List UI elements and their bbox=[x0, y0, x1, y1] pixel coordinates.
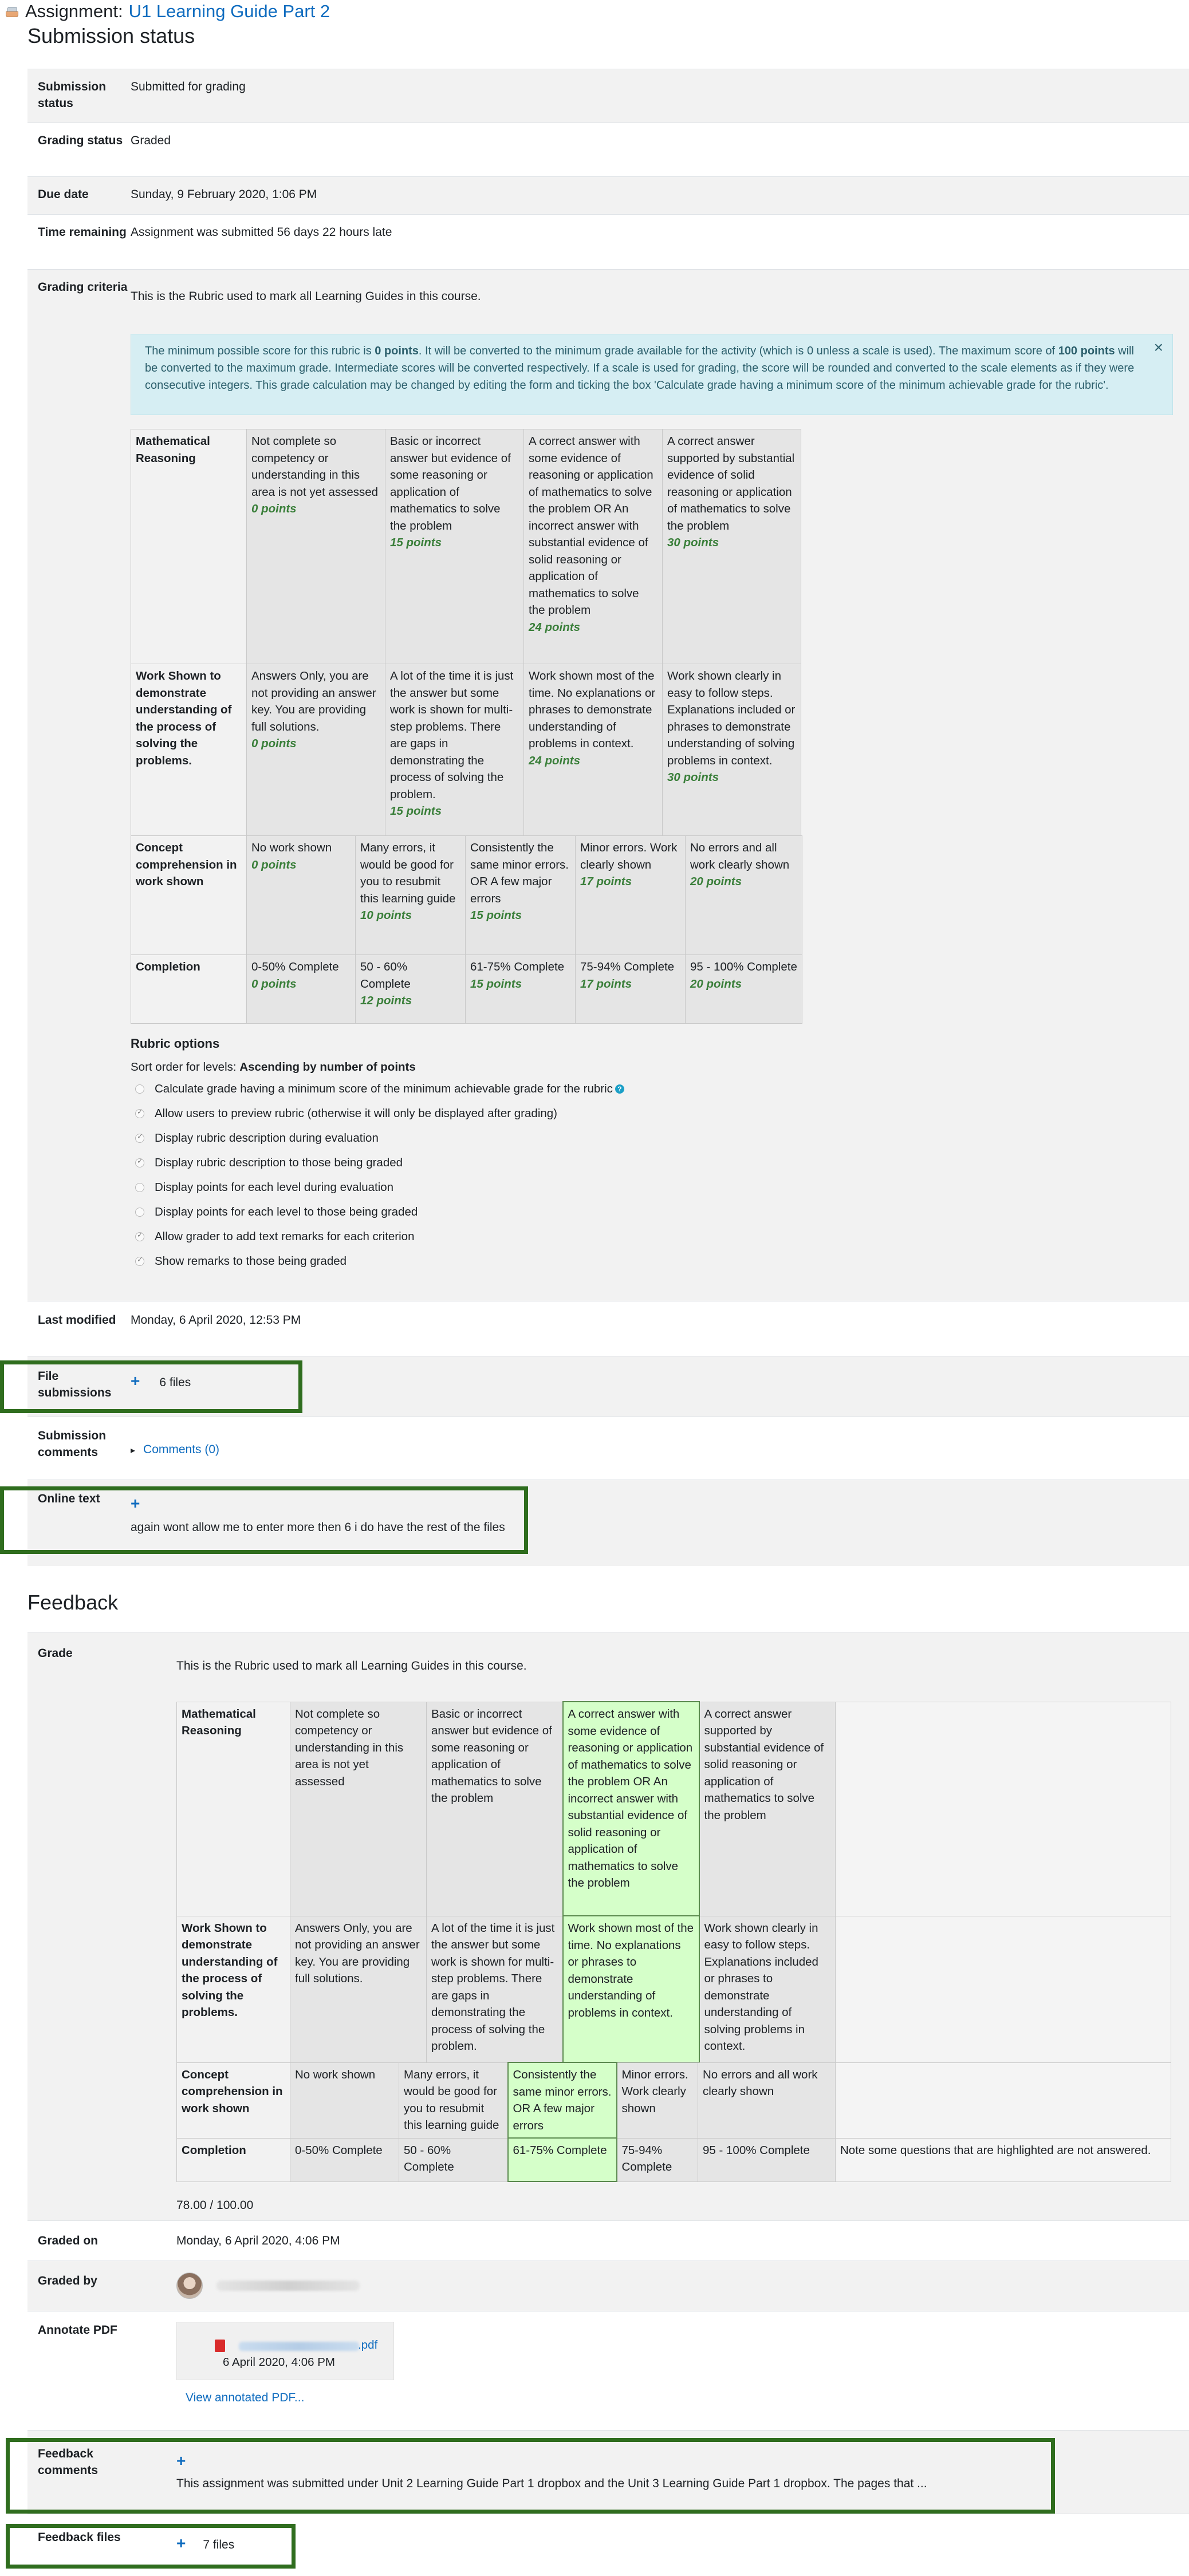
rubric-option bbox=[135, 1205, 418, 1219]
online-text-label: Online text bbox=[38, 1492, 100, 1505]
level-cell[interactable]: Work shown clearly in easy to follow steps. Explanations included or phrases to demonstrate understanding of solving problems in context. bbox=[699, 1916, 836, 2062]
level-text: 95 - 100% Complete bbox=[690, 960, 797, 973]
feedback-files-label: Feedback files bbox=[38, 2531, 121, 2544]
help-icon[interactable]: ? bbox=[615, 1084, 624, 1094]
rubric-option-label: Display rubric description during evaluation bbox=[155, 1131, 379, 1145]
rubric-definition-table-cont bbox=[131, 835, 802, 1024]
info-max-score: 100 points bbox=[1058, 345, 1115, 357]
graded-rubric-table bbox=[176, 1701, 1171, 2063]
pdf-filename-redacted[interactable] bbox=[239, 2342, 359, 2351]
grading-status-label: Grading status bbox=[38, 134, 123, 147]
grader-name-redacted bbox=[216, 2281, 360, 2291]
rubric-row bbox=[177, 2138, 1171, 2181]
row-graded-on bbox=[27, 2220, 1189, 2261]
avatar[interactable] bbox=[176, 2273, 203, 2299]
online-text-value: again wont allow me to enter more then 6 i do have the rest of the files bbox=[131, 1521, 505, 1534]
level-cell-selected[interactable]: Consistently the same minor errors. OR A few major errors bbox=[508, 2062, 617, 2138]
level-cell bbox=[466, 836, 576, 955]
level-points: 17 points bbox=[580, 875, 632, 888]
row-last-modified bbox=[27, 1301, 1189, 1356]
rubric-score-info-alert bbox=[131, 334, 1173, 415]
row-graded-by bbox=[27, 2261, 1189, 2311]
sort-label: Sort order for levels: bbox=[131, 1060, 240, 1074]
grading-status-value: Graded bbox=[131, 134, 171, 147]
level-points: 17 points bbox=[580, 977, 632, 991]
level-cell[interactable]: Basic or incorrect answer but evidence of some reasoning or application of mathematics to solve the problem bbox=[427, 1702, 563, 1916]
level-cell bbox=[247, 429, 385, 664]
level-points: 20 points bbox=[690, 977, 742, 991]
rubric-definition-table bbox=[131, 429, 801, 836]
time-remaining-value: Assignment was submitted 56 days 22 hours late bbox=[131, 226, 392, 239]
level-text: Many errors, it would be good for you to resubmit this learning guide bbox=[360, 841, 456, 905]
level-cell[interactable]: A correct answer supported by substantial evidence of solid reasoning or application of mathematics to solve the problem bbox=[699, 1702, 836, 1916]
criterion-cell: Concept comprehension in work shown bbox=[131, 836, 247, 955]
level-points: 15 points bbox=[390, 804, 442, 818]
level-text: Answers Only, you are not providing an answer key. You are providing full solutions. bbox=[251, 669, 376, 733]
level-points: 15 points bbox=[470, 977, 522, 991]
remark-cell: Note some questions that are highlighted are not answered. bbox=[836, 2138, 1171, 2181]
level-text: Consistently the same minor errors. OR A few major errors bbox=[470, 841, 569, 905]
level-cell[interactable]: 95 - 100% Complete bbox=[698, 2138, 836, 2181]
level-points: 0 points bbox=[251, 737, 297, 750]
level-cell bbox=[466, 955, 576, 1024]
info-text-1: The minimum possible score for this rubric is bbox=[145, 345, 375, 357]
annotate-pdf-label: Annotate PDF bbox=[38, 2323, 117, 2337]
assignment-label: Assignment: bbox=[25, 1, 123, 21]
level-cell bbox=[663, 664, 801, 836]
level-cell[interactable]: 75-94% Complete bbox=[617, 2138, 698, 2181]
grading-criteria-intro: This is the Rubric used to mark all Learning Guides in this course. bbox=[131, 290, 481, 303]
level-text: Work shown clearly in easy to follow steps. Explanations included or phrases to demonstrate understanding of solving problems in context. bbox=[667, 669, 796, 767]
level-cell bbox=[247, 955, 356, 1024]
level-points: 0 points bbox=[251, 977, 297, 991]
level-points: 20 points bbox=[690, 875, 742, 888]
level-cell[interactable]: Not complete so competency or understanding in this area is not yet assessed bbox=[290, 1702, 427, 1916]
row-time-remaining bbox=[27, 214, 1189, 270]
level-cell[interactable]: 50 - 60% Complete bbox=[399, 2138, 508, 2181]
level-text: 50 - 60% Complete bbox=[360, 960, 411, 991]
rubric-row bbox=[177, 1702, 1171, 1916]
rubric-row bbox=[131, 429, 801, 664]
rubric-option-label: Allow grader to add text remarks for each criterion bbox=[155, 1230, 415, 1243]
level-cell bbox=[385, 429, 524, 664]
feedback-files-count: 7 files bbox=[203, 2538, 235, 2551]
rubric-option-checkbox bbox=[135, 1134, 144, 1143]
level-cell bbox=[524, 429, 663, 664]
rubric-row bbox=[177, 1916, 1171, 2062]
file-submissions-count: 6 files bbox=[159, 1376, 191, 1389]
submission-comments-label: Submission comments bbox=[38, 1429, 107, 1459]
level-cell[interactable]: No work shown bbox=[290, 2062, 399, 2138]
level-text: A lot of the time it is just the answer but some work is shown for multi-step problems. There are gaps in demonstrating the process of solving the problem. bbox=[390, 669, 514, 801]
plus-icon[interactable]: + bbox=[176, 2452, 186, 2470]
rubric-sort-order bbox=[131, 1060, 416, 1074]
rubric-option-label: Allow users to preview rubric (otherwise it will only be displayed after grading) bbox=[155, 1107, 557, 1120]
grade-label: Grade bbox=[38, 1647, 73, 1660]
last-modified-label: Last modified bbox=[38, 1313, 116, 1327]
grade-intro: This is the Rubric used to mark all Learning Guides in this course. bbox=[176, 1659, 527, 1672]
pdf-icon bbox=[215, 2340, 225, 2352]
highlight-box-file-submissions bbox=[0, 1360, 302, 1413]
last-modified-value: Monday, 6 April 2020, 12:53 PM bbox=[131, 1313, 301, 1327]
level-cell bbox=[247, 836, 356, 955]
level-text: 75-94% Complete bbox=[580, 960, 675, 973]
rubric-option bbox=[135, 1181, 393, 1194]
rubric-row bbox=[131, 664, 801, 836]
remark-cell bbox=[836, 1702, 1171, 1916]
feedback-comments-label: Feedback comments bbox=[38, 2447, 99, 2477]
criterion-cell: Mathematical Reasoning bbox=[177, 1702, 290, 1916]
level-text: 0-50% Complete bbox=[251, 960, 339, 973]
remark-cell bbox=[836, 2062, 1171, 2138]
graded-by-label: Graded by bbox=[38, 2274, 97, 2287]
level-cell[interactable]: Answers Only, you are not providing an answer key. You are providing full solutions. bbox=[290, 1916, 427, 2062]
rubric-row bbox=[131, 836, 802, 955]
graded-rubric-table-cont bbox=[176, 2062, 1171, 2182]
feedback-comments-value: This assignment was submitted under Unit 2 Learning Guide Part 1 dropbox and the Unit 3 Learning Guide Part 1 dropbox. The pages that ... bbox=[176, 2477, 927, 2490]
rubric-option-label: Calculate grade having a minimum score of the minimum achievable grade for the rubric bbox=[155, 1082, 613, 1095]
row-submission-comments bbox=[27, 1417, 1189, 1480]
due-date-label: Due date bbox=[38, 188, 89, 201]
criterion-cell: Work Shown to demonstrate understanding of the process of solving the problems. bbox=[177, 1916, 290, 2062]
rubric-option bbox=[135, 1156, 403, 1170]
level-text: A correct answer with some evidence of reasoning or application of mathematics to solve the problem OR An incorrect answer with substantial evidence of solid reasoning or application of mathematics to solve the problem bbox=[529, 435, 653, 617]
grade-score: 78.00 / 100.00 bbox=[176, 2199, 254, 2212]
level-cell bbox=[686, 955, 802, 1024]
level-text: Not complete so competency or understanding in this area is not yet assessed bbox=[251, 435, 379, 499]
level-cell[interactable]: Minor errors. Work clearly shown bbox=[617, 2062, 698, 2138]
rubric-option-label: Show remarks to those being graded bbox=[155, 1255, 347, 1268]
highlight-box-online-text bbox=[0, 1486, 528, 1554]
row-annotate-pdf bbox=[27, 2311, 1189, 2431]
pdf-extension[interactable]: .pdf bbox=[358, 2338, 378, 2352]
due-date-value: Sunday, 9 February 2020, 1:06 PM bbox=[131, 188, 317, 201]
level-points: 30 points bbox=[667, 771, 719, 784]
rubric-option bbox=[135, 1230, 414, 1244]
pdf-date: 6 April 2020, 4:06 PM bbox=[223, 2356, 336, 2369]
view-annotated-pdf-link[interactable]: View annotated PDF... bbox=[186, 2391, 305, 2404]
rubric-option-checkbox bbox=[135, 1232, 144, 1241]
caret-right-icon[interactable]: ▸ bbox=[131, 1446, 136, 1455]
file-submissions-label: File submissions bbox=[38, 1370, 112, 1399]
submission-status-heading: Submission status bbox=[27, 24, 195, 48]
pdf-file-card[interactable] bbox=[176, 2322, 394, 2380]
level-text: A correct answer supported by substantial evidence of solid reasoning or application of mathematics to solve the problem bbox=[667, 435, 795, 532]
criterion-cell: Completion bbox=[177, 2138, 290, 2181]
rubric-option bbox=[135, 1131, 379, 1145]
level-cell-selected[interactable]: Work shown most of the time. No explanations or phrases to demonstrate understanding of problems in context. bbox=[563, 1916, 699, 2062]
rubric-option bbox=[135, 1255, 347, 1268]
rubric-option-label: Display points for each level to those being graded bbox=[155, 1205, 418, 1218]
highlight-box-feedback-comments bbox=[6, 2438, 1055, 2514]
rubric-option-label: Display points for each level during evaluation bbox=[155, 1181, 394, 1194]
row-grade bbox=[27, 1632, 1189, 2221]
info-text-3: will be converted to the maximum grade. Intermediate scores will be converted respectively. If a scale is used for grading, the score will be rounded and converted to the scale elements as if they were consecutive integers. This grade calculation may be changed by editing the form and ticking the box 'Calculate grade having a minimum score of the minimum achievable grade for the rubric'. bbox=[145, 345, 1135, 392]
rubric-row bbox=[131, 955, 802, 1024]
remark-cell bbox=[836, 1916, 1171, 2062]
row-submission-status bbox=[27, 69, 1189, 123]
rubric-option bbox=[135, 1107, 557, 1121]
level-cell bbox=[356, 955, 466, 1024]
time-remaining-label: Time remaining bbox=[38, 226, 127, 239]
level-text: Minor errors. Work clearly shown bbox=[580, 841, 678, 871]
criterion-cell: Concept comprehension in work shown bbox=[177, 2062, 290, 2138]
level-cell bbox=[663, 429, 801, 664]
level-text: Basic or incorrect answer but evidence of some reasoning or application of mathematics to solve the problem bbox=[390, 435, 511, 532]
info-text-2: . It will be converted to the minimum grade available for the activity (which is 0 unless a scale is used). The maximum score of bbox=[418, 345, 1058, 357]
criterion-cell: Work Shown to demonstrate understanding of the process of solving the problems. bbox=[131, 664, 247, 836]
graded-on-value: Monday, 6 April 2020, 4:06 PM bbox=[176, 2234, 340, 2247]
level-points: 15 points bbox=[470, 909, 522, 922]
level-cell bbox=[576, 836, 686, 955]
submission-status-label: Submission status bbox=[38, 80, 107, 110]
level-cell bbox=[576, 955, 686, 1024]
level-points: 10 points bbox=[360, 909, 412, 922]
rubric-option-checkbox bbox=[135, 1158, 144, 1167]
rubric-options-title: Rubric options bbox=[131, 1036, 220, 1051]
rubric-option-checkbox bbox=[135, 1183, 144, 1192]
level-points: 30 points bbox=[667, 536, 719, 549]
level-cell bbox=[686, 836, 802, 955]
assignment-icon bbox=[6, 5, 18, 18]
rubric-option-checkbox bbox=[135, 1084, 144, 1094]
submission-comments-link[interactable] bbox=[131, 1441, 219, 1459]
level-points: 0 points bbox=[251, 858, 297, 871]
level-points: 24 points bbox=[529, 620, 580, 634]
rubric-option-checkbox bbox=[135, 1208, 144, 1217]
rubric-option bbox=[135, 1082, 624, 1096]
level-cell[interactable]: Many errors, it would be good for you to resubmit this learning guide bbox=[399, 2062, 508, 2138]
grading-criteria-label: Grading criteria bbox=[38, 281, 128, 294]
rubric-option-checkbox bbox=[135, 1109, 144, 1118]
level-cell bbox=[524, 664, 663, 836]
comments-count: Comments (0) bbox=[143, 1443, 220, 1456]
sort-value: Ascending by number of points bbox=[239, 1060, 416, 1074]
level-cell bbox=[385, 664, 524, 836]
row-due-date bbox=[27, 176, 1189, 215]
level-points: 24 points bbox=[529, 754, 580, 767]
level-text: Work shown most of the time. No explanations or phrases to demonstrate understanding of problems in context. bbox=[529, 669, 656, 750]
level-points: 12 points bbox=[360, 994, 412, 1007]
level-text: No work shown bbox=[251, 841, 332, 854]
rubric-option-label: Display rubric description to those being graded bbox=[155, 1156, 403, 1169]
criterion-cell: Completion bbox=[131, 955, 247, 1024]
criterion-cell: Mathematical Reasoning bbox=[131, 429, 247, 664]
level-cell[interactable]: No errors and all work clearly shown bbox=[698, 2062, 836, 2138]
level-cell-selected[interactable]: 61-75% Complete bbox=[508, 2138, 617, 2181]
level-cell[interactable]: 0-50% Complete bbox=[290, 2138, 399, 2181]
rubric-row bbox=[177, 2062, 1171, 2138]
level-text: No errors and all work clearly shown bbox=[690, 841, 790, 871]
level-cell bbox=[247, 664, 385, 836]
info-min-score: 0 points bbox=[375, 345, 419, 357]
level-points: 0 points bbox=[251, 502, 297, 515]
plus-icon[interactable]: + bbox=[131, 1494, 140, 1512]
row-grading-status bbox=[27, 123, 1189, 177]
level-cell bbox=[356, 836, 466, 955]
level-cell[interactable]: A lot of the time it is just the answer but some work is shown for multi-step problems. There are gaps in demonstrating the process of solving the problem. bbox=[427, 1916, 563, 2062]
level-cell-selected[interactable]: A correct answer with some evidence of reasoning or application of mathematics to solve the problem OR An incorrect answer with substantial evidence of solid reasoning or application of mathematics to solve the problem bbox=[563, 1702, 699, 1916]
graded-on-label: Graded on bbox=[38, 2234, 99, 2247]
plus-icon[interactable]: + bbox=[131, 1372, 140, 1390]
plus-icon[interactable]: + bbox=[176, 2534, 186, 2552]
rubric-option-checkbox bbox=[135, 1257, 144, 1266]
level-text: 61-75% Complete bbox=[470, 960, 565, 973]
feedback-heading: Feedback bbox=[27, 1591, 119, 1614]
submission-status-value: Submitted for grading bbox=[131, 80, 246, 93]
level-points: 15 points bbox=[390, 536, 442, 549]
assignment-link[interactable]: U1 Learning Guide Part 2 bbox=[128, 1, 330, 21]
highlight-box-feedback-files bbox=[6, 2524, 296, 2569]
assignment-header bbox=[0, 0, 330, 23]
close-icon[interactable]: × bbox=[1153, 338, 1163, 356]
